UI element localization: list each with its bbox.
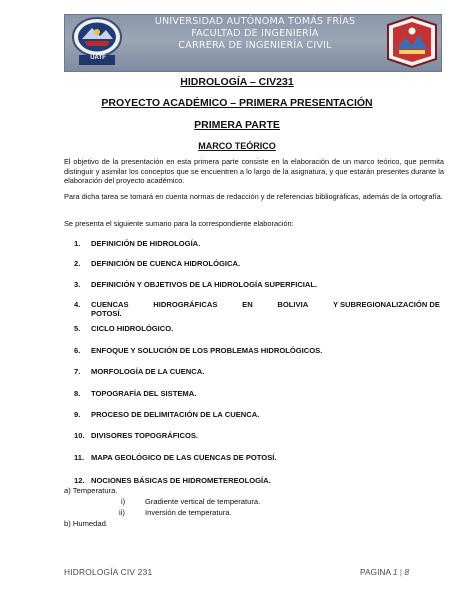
item-text-part: Y SUBREGIONALIZACIÓN DE bbox=[332, 300, 440, 309]
objective-paragraph: El objetivo de la presentación en esta primera parte consiste en la elaboración de un marco teórico, que permita distinguir y asimilar los conceptos que se encuentren a lo largo de la asignatura, y que estarán presentes durante la elaboración del proyecto académico. bbox=[64, 157, 444, 186]
list-item bbox=[74, 389, 440, 398]
item-text: DIVISORES TOPOGRÁFICOS. bbox=[91, 431, 199, 440]
item-number: 1. bbox=[74, 239, 81, 248]
item-number: 11. bbox=[74, 453, 85, 462]
item-number: 12. bbox=[74, 476, 85, 485]
item-number: 7. bbox=[74, 367, 81, 376]
item-text: DEFINICIÓN DE CUENCA HIDROLÓGICA. bbox=[91, 259, 241, 268]
list-item bbox=[74, 476, 440, 485]
subitem-gradient: Gradiente vertical de temperatura. bbox=[145, 497, 261, 506]
list-item bbox=[74, 300, 440, 318]
item-number: 2. bbox=[74, 259, 81, 268]
project-title: PROYECTO ACADÉMICO – PRIMERA PRESENTACIÓN bbox=[101, 97, 373, 109]
item-text: ENFOQUE Y SOLUCIÓN DE LOS PROBLEMAS HIDROLÓGICOS. bbox=[91, 346, 323, 355]
norms-paragraph: Para dicha tarea se tomará en cuenta normas de redacción y de referencias bibliográficas, además de la ortografía. bbox=[64, 192, 443, 201]
career-name: CARRERA DE INGENIERÍA CIVIL bbox=[178, 40, 332, 51]
footer-course-label: HIDROLOGÍA CIV 231 bbox=[64, 567, 153, 577]
subitem-inversion: Inversión de temperatura. bbox=[145, 508, 232, 517]
page-number: 1 bbox=[392, 567, 398, 577]
summary-intro-paragraph: Se presenta el siguiente sumario para la correspondiente elaboración: bbox=[64, 219, 294, 228]
list-item bbox=[74, 346, 440, 355]
civil-engineering-logo bbox=[385, 15, 439, 69]
list-item bbox=[74, 259, 440, 268]
item-text: DEFINICIÓN DE HIDROLOGÍA. bbox=[91, 239, 201, 248]
list-item bbox=[74, 453, 440, 462]
list-item bbox=[74, 280, 440, 289]
item-text-part: CUENCAS bbox=[91, 300, 129, 309]
item-text: MAPA GEOLÓGICO DE LAS CUENCAS DE POTOSÍ. bbox=[91, 453, 277, 462]
list-item bbox=[74, 410, 440, 419]
item-text: CICLO HIDROLÓGICO. bbox=[91, 324, 174, 333]
page-label: PAGINA bbox=[360, 567, 391, 577]
item-text-part: BOLIVIA bbox=[277, 300, 309, 309]
subitem-temperature: a) Temperatura. bbox=[64, 486, 118, 495]
item-number: 3. bbox=[74, 280, 81, 289]
item-text: TOPOGRAFÍA DEL SISTEMA. bbox=[91, 389, 197, 398]
page-separator: | bbox=[399, 567, 403, 577]
part-title: PRIMERA PARTE bbox=[194, 119, 280, 131]
faculty-name: FACULTAD DE INGENIERÍA bbox=[191, 28, 319, 39]
item-number: 8. bbox=[74, 389, 81, 398]
item-text: NOCIONES BÁSICAS DE HIDROMETEREOLOGÍA. bbox=[91, 476, 271, 485]
course-title: HIDROLOGÍA – CIV231 bbox=[180, 76, 294, 88]
list-item bbox=[74, 431, 440, 440]
list-item bbox=[74, 239, 440, 248]
institution-heading bbox=[130, 16, 380, 52]
section-title: MARCO TEÓRICO bbox=[198, 141, 276, 151]
item-number: 4. bbox=[74, 300, 81, 309]
item-number: 6. bbox=[74, 346, 81, 355]
university-name: UNIVERSIDAD AUTÓNOMA TOMÁS FRÍAS bbox=[154, 16, 356, 27]
logo-left-label: UATF bbox=[90, 55, 106, 61]
subitem-roman-numeral: i) bbox=[121, 497, 126, 506]
subitem-humidity: b) Humedad. bbox=[64, 519, 108, 528]
list-item bbox=[74, 324, 440, 333]
item-text-part: HIDROGRÁFICAS bbox=[153, 300, 218, 309]
list-item bbox=[74, 367, 440, 376]
item-text-part: EN bbox=[242, 300, 253, 309]
item-text: PROCESO DE DELIMITACIÓN DE LA CUENCA. bbox=[91, 410, 260, 419]
item-number: 5. bbox=[74, 324, 81, 333]
footer-page-indicator bbox=[360, 567, 409, 577]
subitem-roman-numeral: ii) bbox=[119, 508, 125, 517]
item-number: 9. bbox=[74, 410, 81, 419]
item-text: MORFOLOGÍA DE LA CUENCA. bbox=[91, 367, 205, 376]
item-text: DEFINICIÓN Y OBJETIVOS DE LA HIDROLOGÍA SUPERFICIAL. bbox=[91, 280, 318, 289]
item-number: 10. bbox=[74, 431, 85, 440]
item-text-continuation: POTOSÍ. bbox=[91, 309, 122, 318]
total-pages: 8 bbox=[404, 567, 410, 577]
